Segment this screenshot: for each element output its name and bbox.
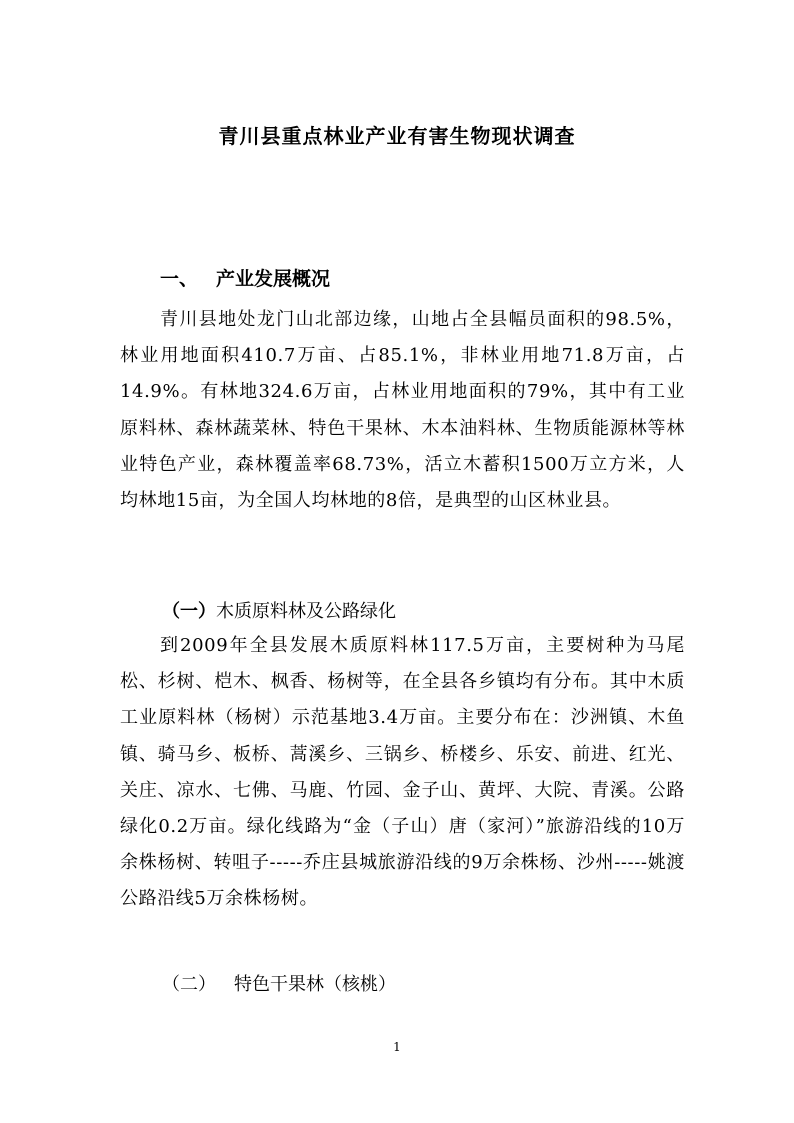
subsection-heading-text: 特色干果林（核桃） <box>234 974 396 995</box>
subsection-number: （二） <box>162 974 216 995</box>
page-number: 1 <box>393 1040 401 1054</box>
section-paragraph: 青川县地处龙门山北部边缘，山地占全县幅员面积的98.5%，林业用地面积410.7万亩、占85.1%，非林业用地71.8万亩，占14.9%。有林地324.6万亩，占林业用地面积的79%，其中有工业原料林、森林蔬菜林、特色干果林、木本油料林、生物质能源林等林业特色产业，森林覆盖率68.73%，活立木蓄积1500万立方米，人均林地15亩，为全国人均林地的8倍，是典型的山区林业县。 <box>120 309 685 512</box>
section-number: 一、 <box>160 268 199 290</box>
subsection-paragraph: 到2009年全县发展木质原料林117.5万亩，主要树种为马尾松、杉树、桤木、枫香、杨树等，在全县各乡镇均有分布。其中木质工业原料林（杨树）示范基地3.4万亩。主要分布在：沙洲镇、木鱼镇、骑马乡、板桥、蒿溪乡、三锅乡、桥楼乡、乐安、前进、红光、关庄、凉水、七佛、马鹿、竹园、金子山、黄坪、大院、青溪。公路绿化0.2万亩。绿化线路为“金（子山）唐（家河）”旅游沿线的10万余株杨树、转咀子-----乔庄县城旅游沿线的9万余株杨、沙州-----姚渡公路沿线5万余株杨树。 <box>120 635 685 910</box>
section-heading-text: 产业发展概况 <box>216 268 331 290</box>
subsection-number: （一） <box>162 601 216 622</box>
subsection-heading-1 <box>162 597 396 623</box>
section-heading <box>160 264 330 291</box>
subsection-heading-text: 木质原料林及公路绿化 <box>216 601 396 622</box>
document-title: 青川县重点林业产业有害生物现状调查 <box>218 124 576 148</box>
subsection-heading-2 <box>162 970 396 996</box>
